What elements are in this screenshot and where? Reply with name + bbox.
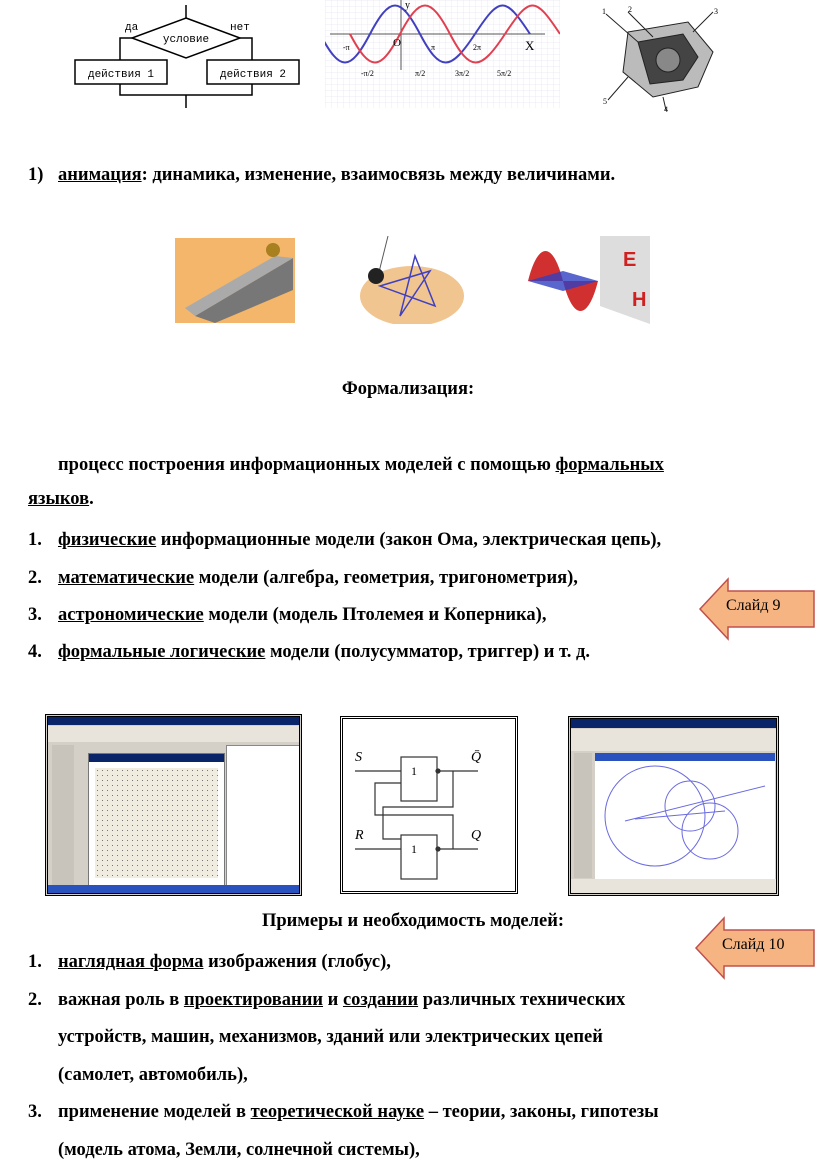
graph-y-label: y	[405, 0, 410, 11]
item-term: теоретической науке	[250, 1102, 425, 1122]
item-text: различных технических	[418, 990, 626, 1010]
ide-screenshot	[45, 714, 302, 896]
trigger-qbar-label: Q̄	[471, 750, 482, 765]
item-text: важная роль в	[58, 990, 184, 1010]
list-number: 2.	[28, 568, 42, 588]
item-term: физические	[58, 530, 157, 550]
term-languages: языков	[28, 489, 90, 509]
item-text-cont: устройств, машин, механизмов, зданий или электрических цепей	[58, 1027, 603, 1047]
flowchart-action2: действия 2	[219, 69, 287, 81]
h-field-label: H	[632, 289, 647, 311]
engine-label: 1	[602, 7, 606, 16]
formalization-intro-cont	[28, 488, 94, 510]
item-term: формальные логические	[58, 642, 266, 662]
item-text-cont: (модель атома, Земли, солнечной системы),	[58, 1140, 420, 1160]
rs-trigger-diagram	[340, 716, 518, 894]
list-number: 1.	[28, 952, 42, 972]
item-text: модели (модель Птолемея и Коперника),	[203, 605, 547, 625]
graph-tick: -π/2	[361, 69, 374, 78]
formalization-intro	[58, 454, 664, 476]
geometry-app-screenshot	[568, 716, 779, 896]
flowchart-condition: условие	[162, 34, 210, 46]
item-text: модели (алгебра, геометрия, тригонометрия),	[194, 568, 578, 588]
item-text: и	[323, 990, 343, 1010]
item-term: наглядная форма	[58, 952, 204, 972]
intro-end: .	[89, 489, 94, 509]
gate-label: 1	[411, 764, 417, 778]
trigger-s-label: S	[355, 750, 362, 765]
list-number: 2.	[28, 990, 42, 1010]
e-field-label: E	[623, 249, 637, 271]
graph-tick: 3π/2	[455, 69, 470, 78]
slide-10-callout	[694, 916, 816, 980]
item-term: создании	[342, 990, 419, 1010]
engine-label: 5	[603, 97, 607, 106]
gate-label: 1	[411, 842, 417, 856]
pendulum-image	[360, 236, 465, 324]
graph-x-label: X	[525, 38, 535, 53]
item-term: астрономические	[58, 605, 204, 625]
item-term: математические	[58, 568, 195, 588]
graph-tick: π	[431, 43, 436, 52]
graph-tick: 5π/2	[497, 69, 512, 78]
sine-graph-image	[325, 0, 560, 108]
item-text-cont: (самолет, автомобиль),	[58, 1065, 248, 1085]
slide-10-label: Слайд 10	[722, 936, 785, 953]
list-number: 3.	[28, 1102, 42, 1122]
graph-origin: O	[393, 37, 401, 49]
engine-drawing-image	[598, 2, 723, 112]
item-text: модели (полусумматор, триггер) и т. д.	[265, 642, 590, 662]
graph-tick: π/2	[415, 69, 426, 78]
graph-tick: -π	[343, 43, 350, 52]
slide-9-label: Слайд 9	[726, 597, 781, 614]
flowchart-image	[70, 0, 310, 110]
incline-image	[175, 238, 295, 323]
em-wave-image	[528, 236, 650, 324]
trigger-q-label: Q	[471, 828, 482, 843]
list-number: 1)	[28, 165, 44, 185]
intro-text: процесс построения информационных моделей с помощью	[58, 455, 556, 475]
list-number: 4.	[28, 642, 42, 662]
item-text: – теории, законы, гипотезы	[424, 1102, 659, 1122]
list-number: 1.	[28, 530, 42, 550]
term-animation: анимация	[58, 165, 142, 185]
formalization-heading: Формализация:	[341, 379, 475, 399]
engine-label: 3	[714, 7, 718, 16]
animation-description: : динамика, изменение, взаимосвязь между величинами.	[141, 165, 616, 185]
examples-heading: Примеры и необходимость моделей:	[261, 911, 565, 931]
engine-label: 4	[664, 105, 668, 112]
slide-9-callout	[698, 577, 816, 641]
item-text: применение моделей в	[58, 1102, 251, 1122]
item-text: информационные модели (закон Ома, электрическая цепь),	[156, 530, 662, 550]
flowchart-yes: да	[125, 22, 139, 34]
list-number: 3.	[28, 605, 42, 625]
flowchart-no: нет	[230, 22, 250, 34]
flowchart-action1: действия 1	[87, 69, 155, 81]
engine-label: 2	[628, 5, 632, 14]
term-formal: формальных	[555, 455, 664, 475]
graph-tick: 2π	[473, 43, 482, 52]
item-term: проектировании	[183, 990, 324, 1010]
trigger-r-label: R	[355, 828, 364, 843]
item-text: изображения (глобус),	[203, 952, 391, 972]
